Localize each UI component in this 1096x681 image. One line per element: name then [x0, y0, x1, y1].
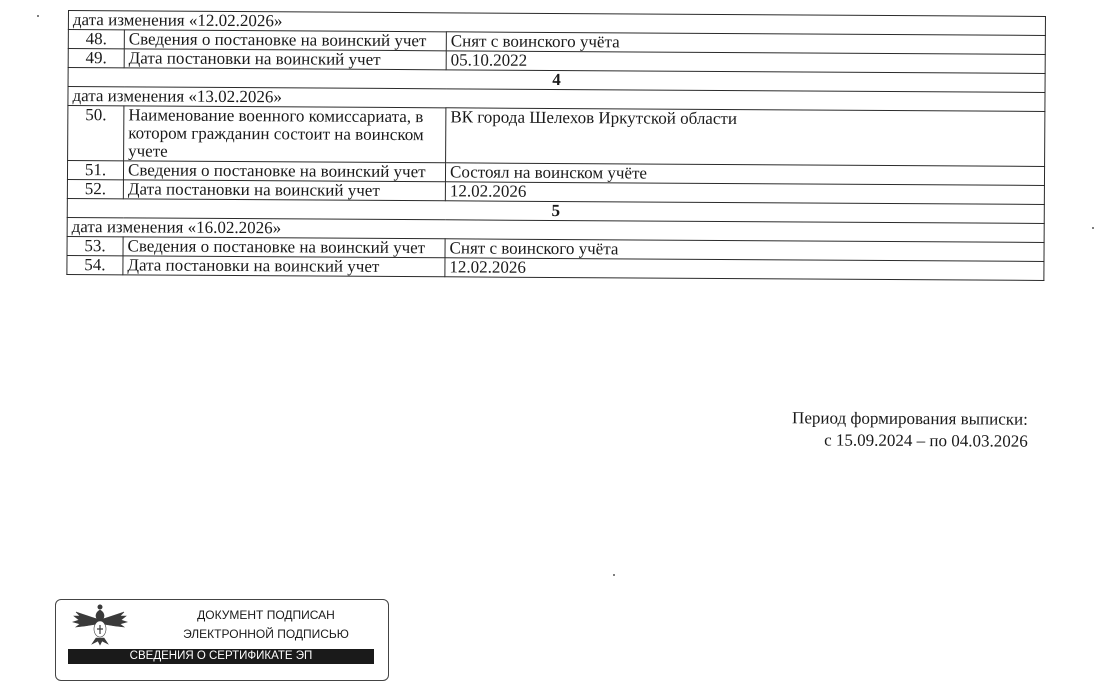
- certificate-info-bar: СВЕДЕНИЯ О СЕРТИФИКАТЕ ЭП: [68, 649, 374, 664]
- scan-speck: [37, 15, 39, 17]
- section-number: 5: [67, 198, 1044, 223]
- coat-of-arms-icon: [70, 602, 130, 646]
- field-label: Сведения о постановке на воинский учет: [123, 161, 445, 182]
- scan-speck: [1092, 227, 1094, 229]
- field-value: ВК города Шелехов Иркутской области: [446, 108, 1045, 167]
- field-value: Снят с воинского учёта: [446, 32, 1045, 55]
- field-label: Дата постановки на воинский учет: [123, 256, 445, 277]
- row-number: 53.: [67, 236, 123, 255]
- field-label: Дата постановки на воинский учет: [124, 49, 446, 70]
- field-value: 05.10.2022: [446, 51, 1045, 74]
- field-label: Сведения о постановке на воинский учет: [124, 30, 446, 51]
- field-value: Снят с воинского учёта: [445, 239, 1044, 262]
- field-value: Состоял на воинском учёте: [445, 163, 1044, 186]
- extract-period: [792, 407, 1028, 452]
- change-date-label: дата изменения «13.02.2026»: [68, 87, 1045, 112]
- scan-speck: [613, 574, 615, 576]
- period-label: Период формирования выписки:: [792, 408, 1029, 429]
- row-number: 52.: [67, 179, 123, 198]
- electronic-signature-stamp: [55, 599, 389, 681]
- change-date-label: дата изменения «12.02.2026»: [68, 11, 1045, 36]
- row-number: 54.: [67, 255, 123, 274]
- field-value: 12.02.2026: [445, 258, 1044, 281]
- row-number: 48.: [68, 30, 124, 49]
- field-label: Дата постановки на воинский учет: [123, 180, 445, 201]
- row-number: 49.: [68, 49, 124, 68]
- stamp-title: [156, 606, 376, 644]
- period-range: с 15.09.2024 – по 04.03.2026: [824, 430, 1028, 451]
- stamp-line-2: ЭЛЕКТРОННОЙ ПОДПИСЬЮ: [183, 627, 349, 641]
- row-number: 51.: [67, 161, 123, 180]
- stamp-line-1: ДОКУМЕНТ ПОДПИСАН: [197, 608, 335, 622]
- section-number: 4: [68, 68, 1045, 93]
- register-extract: [66, 10, 1046, 281]
- row-number: 50.: [68, 106, 124, 161]
- table-row: [68, 106, 1045, 167]
- field-label: Наименование военного комиссариата, в котором гражданин состоит на воинском учете: [124, 106, 446, 163]
- register-table: [66, 10, 1046, 281]
- field-value: 12.02.2026: [445, 182, 1044, 205]
- field-label: Сведения о постановке на воинский учет: [123, 237, 445, 258]
- change-date-label: дата изменения «16.02.2026»: [67, 217, 1044, 242]
